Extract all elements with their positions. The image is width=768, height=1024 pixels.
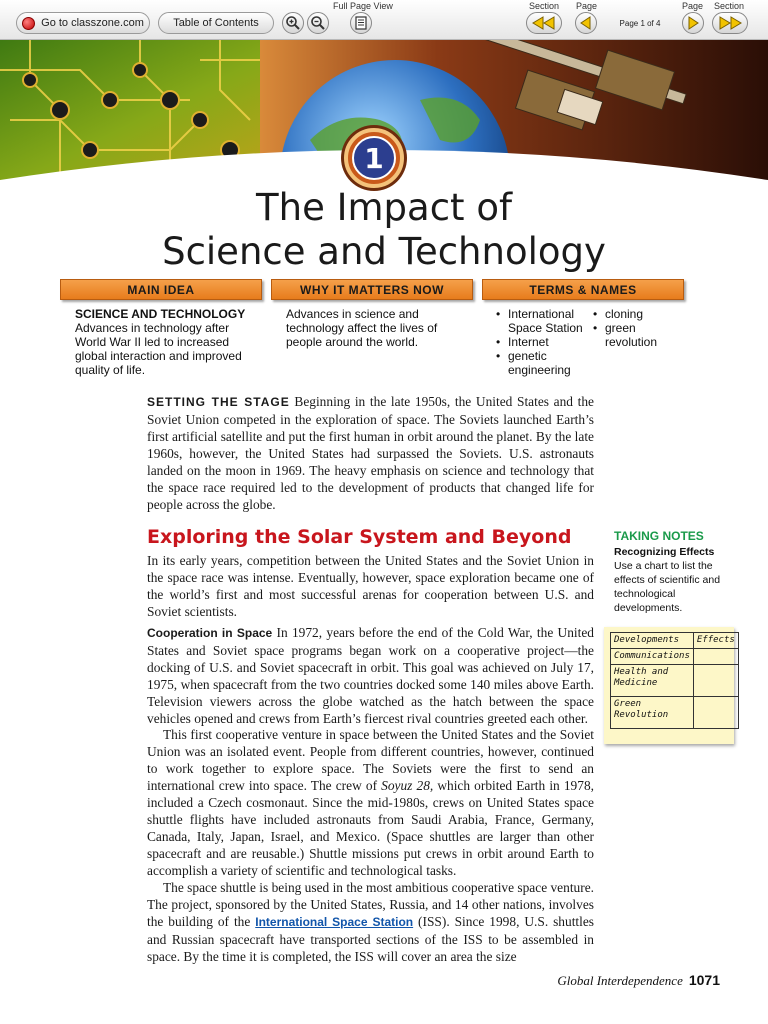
table-cell: Communications bbox=[611, 649, 694, 665]
page-footer bbox=[557, 972, 720, 989]
soyuz-28: Soyuz 28, bbox=[381, 778, 434, 793]
iss-text-a: The space shuttle is being used in the most ambitious cooperative space venture. The project, sponsored by the United States, Russia, and 14 other nations, involves the building of the bbox=[147, 880, 594, 929]
table-cell bbox=[693, 665, 738, 697]
classzone-label: Go to classzone.com bbox=[41, 17, 144, 29]
zoom-in-icon bbox=[285, 15, 301, 31]
terms-list-left bbox=[496, 307, 588, 377]
next-page-button[interactable] bbox=[682, 12, 704, 34]
table-row bbox=[611, 697, 739, 729]
first-venture-text-b: which orbited Earth in 1978, included a Czech cosmonaut. Since the mid-1980s, crews on United States space shuttle flights have included astronauts from Saudi Arabia, France, Germany, Canada, Italy, Japan, Israel, and Mexico. (Space shuttles are larger than other spacecraft and are reusable.) Shuttle missions put crews in orbit around Earth to accomplish a variety of scientific and technological tasks. bbox=[147, 778, 594, 878]
table-cell: Green Revolution bbox=[611, 697, 694, 729]
table-header-cell: Developments bbox=[611, 633, 694, 649]
toc-label: Table of Contents bbox=[173, 17, 259, 29]
notes-chart-table bbox=[610, 632, 739, 729]
previous-section-button[interactable] bbox=[526, 12, 562, 34]
terms-and-names-header: TERMS & NAMES bbox=[482, 279, 684, 300]
cooperation-text: In 1972, years before the end of the Cold War, the United States and Soviet space programs began work on a cooperative project—the docking of U.S. and Soviet spacecraft in orbit. This goal was achieved on July 17, 1975, when spacecraft from the two countries docked some 140 miles above Earth. Television viewers across the globe watched as the hatch between the space vehicles opened and crews from Earth’s fiercest rival countries greeted each other. bbox=[147, 625, 594, 726]
term-item[interactable]: • International Space Station bbox=[496, 307, 588, 335]
why-it-matters-text: Advances in science and technology affect the lives of people around the world. bbox=[286, 307, 438, 349]
chapter-title-line-2: Science and Technology bbox=[162, 230, 606, 273]
iss-paragraph bbox=[147, 879, 594, 965]
term-item[interactable]: • green revolution bbox=[593, 321, 677, 349]
zoom-out-icon bbox=[310, 15, 326, 31]
cooperation-subhead: Cooperation in Space bbox=[147, 626, 273, 640]
page-label-left: Page bbox=[576, 1, 598, 11]
taking-notes-instruction: Use a chart to list the effects of scientific and technological developments. bbox=[614, 560, 721, 614]
section-label-right: Section bbox=[714, 1, 745, 11]
classzone-button[interactable] bbox=[16, 12, 150, 34]
section-heading: Exploring the Solar System and Beyond bbox=[147, 526, 572, 548]
first-venture-text-a: This first cooperative venture in space between the United States and the Soviet Union was an isolated event. People from different countries, however, continued to work together to explore space. The Soviets were the first to send an international crew into space. The crew of bbox=[147, 727, 594, 793]
full-page-view-label: Full Page View bbox=[333, 1, 393, 11]
arrow-right-icon bbox=[686, 16, 700, 30]
taking-notes-skill: Recognizing Effects bbox=[614, 546, 715, 558]
table-cell bbox=[693, 697, 738, 729]
zoom-out-button[interactable] bbox=[307, 12, 329, 34]
double-arrow-right-icon bbox=[718, 16, 742, 30]
why-it-matters-header: WHY IT MATTERS NOW bbox=[271, 279, 473, 300]
section-intro-paragraph: In its early years, competition between the United States and the Soviet Union in the space race was intense. Eventually, however, space exploration became one of the world’s first and most successful arenas for cooperation between U.S. and Soviet scientists. bbox=[147, 553, 594, 619]
chapter-title-line-1: The Impact of bbox=[256, 186, 512, 229]
classzone-icon bbox=[22, 17, 35, 30]
table-of-contents-button[interactable] bbox=[158, 12, 274, 34]
terms-list-right bbox=[593, 307, 677, 349]
term-item[interactable]: • cloning bbox=[593, 307, 677, 321]
navigation-toolbar bbox=[0, 0, 768, 40]
unit-title: Global Interdependence bbox=[557, 973, 683, 988]
setting-the-stage-paragraph bbox=[147, 393, 594, 513]
international-space-station-link[interactable]: International Space Station bbox=[255, 915, 414, 929]
main-idea-heading: SCIENCE AND TECHNOLOGY bbox=[75, 307, 246, 321]
table-header-row bbox=[611, 633, 739, 649]
table-cell: Health and Medicine bbox=[611, 665, 694, 697]
page-number: 1071 bbox=[688, 972, 720, 988]
iss-text-b: (ISS). Since 1998, U.S. shuttles and Russian spacecraft have transported sections of the ISS to be assembled in space. By the time it is completed, the ISS will cover an area the size bbox=[147, 914, 595, 964]
zoom-in-button[interactable] bbox=[282, 12, 304, 34]
page-label-right: Page bbox=[682, 1, 704, 11]
table-header-cell: Effects bbox=[693, 633, 738, 649]
previous-page-button[interactable] bbox=[575, 12, 597, 34]
chapter-number: 1 bbox=[352, 136, 396, 180]
double-arrow-left-icon bbox=[532, 16, 556, 30]
table-cell bbox=[693, 649, 738, 665]
table-row bbox=[611, 665, 739, 697]
first-venture-paragraph bbox=[147, 726, 594, 879]
full-page-view-button[interactable] bbox=[350, 12, 372, 34]
main-idea-text: Advances in technology after World War II led to increased global interaction and improved quality of life. bbox=[75, 321, 242, 377]
taking-notes-instructions bbox=[614, 545, 726, 615]
page-icon bbox=[354, 16, 368, 30]
setting-the-stage-text: Beginning in the late 1950s, the United States and the Soviet Union competed in the exploration of space. The Soviets launched Earth’s first artificial satellite and put the first human in orbit around the planet. By the late 1960s, however, the United States had surpassed the Soviets. U.S. astronauts landed on the moon in 1969. The heavy emphasis on science and technology that the space race required led to the development of products that changed life for people across the globe. bbox=[147, 394, 594, 512]
page-indicator: Page 1 of 4 bbox=[619, 18, 661, 28]
main-idea-header: MAIN IDEA bbox=[60, 279, 262, 300]
notes-chart-card bbox=[604, 627, 734, 744]
term-item[interactable]: • genetic engineering bbox=[496, 349, 588, 377]
chapter-number-badge bbox=[344, 128, 404, 188]
term-item[interactable]: • Internet bbox=[496, 335, 588, 349]
arrow-left-icon bbox=[579, 16, 593, 30]
taking-notes-heading: TAKING NOTES bbox=[614, 529, 704, 543]
table-row bbox=[611, 649, 739, 665]
main-idea-column bbox=[75, 307, 255, 377]
setting-the-stage-lead: SETTING THE STAGE bbox=[147, 395, 290, 409]
section-label-left: Section bbox=[529, 1, 560, 11]
cooperation-paragraph bbox=[147, 624, 594, 727]
next-section-button[interactable] bbox=[712, 12, 748, 34]
